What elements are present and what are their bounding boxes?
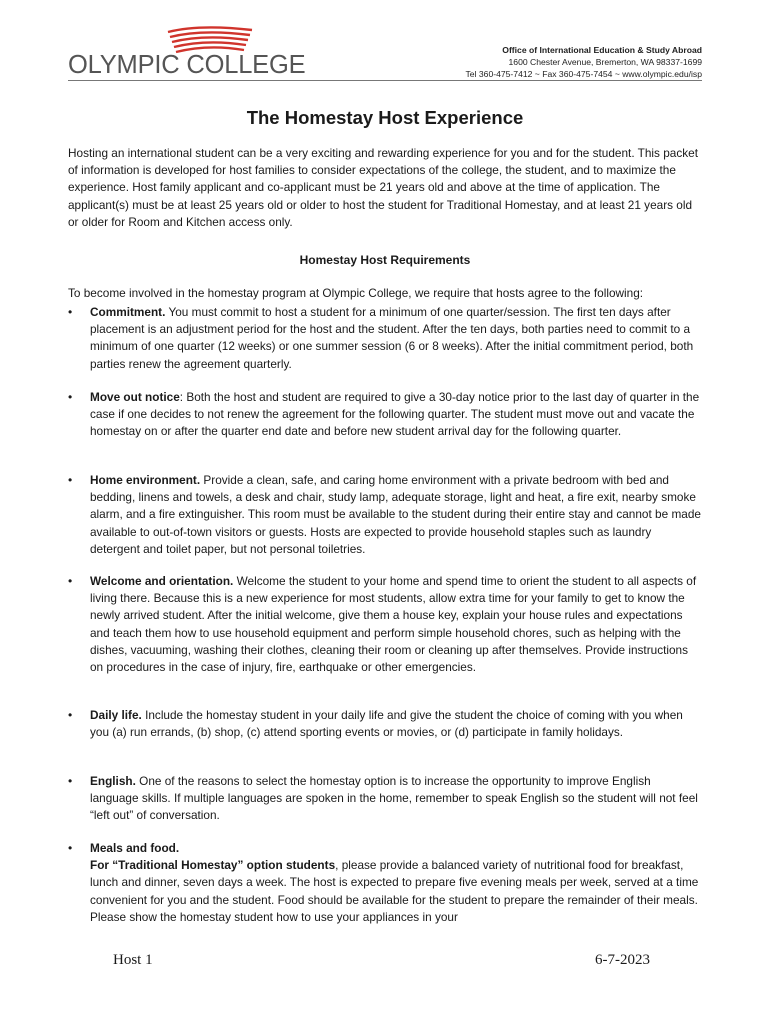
bullet-icon: • xyxy=(68,574,73,588)
bullet-icon: • xyxy=(68,473,73,487)
office-title: Office of International Education & Study Abroad xyxy=(502,45,702,55)
requirement-label: Move out notice xyxy=(90,390,180,404)
office-contact: Tel 360-475-7412 ~ Fax 360-475-7454 ~ www.olympic.edu/isp xyxy=(465,69,702,79)
bullet-icon: • xyxy=(68,774,73,788)
requirement-item xyxy=(68,707,702,741)
requirement-sub-label: For “Traditional Homestay” option students xyxy=(90,858,336,873)
requirement-item xyxy=(68,472,702,558)
requirement-item xyxy=(68,840,702,926)
requirement-text: One of the reasons to select the homestay option is to increase the opportunity to improve English language skills. If multiple languages are spoken in the home, remember to speak English so the student will not feel “left out” of conversation. xyxy=(90,774,698,823)
requirement-label: Welcome and orientation. xyxy=(90,574,234,588)
requirement-label: Daily life. xyxy=(90,708,142,722)
logo-text: OLYMPIC COLLEGE xyxy=(68,51,306,79)
requirement-text: You must commit to host a student for a minimum of one quarter/session. The first ten days after placement is an adjustment period for the host and the student. After the ten days, both parties need to commit to a minimum of one quarter (12 weeks) or one summer session (6 or 8 weeks). After the initial commitment period, both parties renew the agreement quarterly. xyxy=(90,305,694,371)
lead-paragraph: To become involved in the homestay program at Olympic College, we require that hosts agree to the following: xyxy=(68,286,644,300)
requirement-text: Include the homestay student in your daily life and give the student the choice of coming with you when you (a) run errands, (b) shop, (c) attend sporting events or movies, or (d) participate in family holidays. xyxy=(90,708,683,740)
bullet-icon: • xyxy=(68,390,73,404)
office-contact-block xyxy=(466,44,702,80)
requirement-item xyxy=(68,773,702,825)
requirement-item xyxy=(68,304,702,373)
requirement-text: Welcome the student to your home and spend time to orient the student to all aspects of living there. Because this is a new experience for most students, allow extra time for your family to get to know the newly arrived student. After the initial welcome, give them a house key, explain your house rules and expectations and teach them how to use household equipment and perform simple household chores, such as helping with the dishes, vacuuming, washing their clothes, cleaning their room or cleaning up after themselves. Provide instructions on procedures in the case of injury, fire, earthquake or other emergencies. xyxy=(90,574,697,675)
requirement-text: : Both the host and student are required to give a 30-day notice prior to the last day of quarter in the case if one decides to not renew the agreement for the following quarter. The student must move out and vacate the homestay on or after the quarter end date and before new student arrival day for the following quarter. xyxy=(90,390,700,439)
header-divider xyxy=(68,80,702,81)
requirement-label: English. xyxy=(90,774,136,788)
requirement-label: Meals and food. xyxy=(90,841,180,855)
requirement-text: , please provide a balanced variety of nutritional food for breakfast, lunch and dinner, seven days a week. The host is expected to prepare five evening meals per week, served at a time convenient for you and the student. Food should be available for the student to prepare the remainder of their meals. Please show the homestay student how to use your appliances in your xyxy=(90,858,699,924)
requirement-text: Provide a clean, safe, and caring home environment with a private bedroom with bed and bedding, linens and towels, a desk and chair, study lamp, adequate storage, light and heat, a fire exit, nearby smoke alarm, and a fire extinguisher. This room must be available to the student during their entire stay and cannot be made available to out-of-town visitors or guests. Hosts are expected to provide household staples such as laundry detergent and toilet paper, but not personal toiletries. xyxy=(90,473,701,556)
office-address: 1600 Chester Avenue, Bremerton, WA 98337-1699 xyxy=(508,57,702,67)
bullet-icon: • xyxy=(68,305,73,319)
olympic-college-logo xyxy=(68,24,308,84)
requirement-label: Home environment. xyxy=(90,473,201,487)
requirement-label: Commitment. xyxy=(90,305,166,319)
bullet-icon: • xyxy=(68,708,73,722)
requirement-item xyxy=(68,389,702,441)
footer-date: 6-7-2023 xyxy=(595,952,650,968)
document-title: The Homestay Host Experience xyxy=(246,107,524,128)
bullet-icon: • xyxy=(68,841,73,855)
requirement-item xyxy=(68,573,702,676)
intro-paragraph: Hosting an international student can be a very exciting and rewarding experience for you and for the student. This packet of information is developed for host families to consider expectations of the college, the student, and to maximize the experience. Host family applicant and co-applicant must be 21 years old and above at the time of application. The applicant(s) must be at least 25 years old or older to host the student for Traditional Homestay, and at least 21 years old or older for Room and Kitchen access only. xyxy=(68,146,698,229)
footer-page-label: Host 1 xyxy=(113,952,153,968)
section-heading: Homestay Host Requirements xyxy=(299,253,471,267)
